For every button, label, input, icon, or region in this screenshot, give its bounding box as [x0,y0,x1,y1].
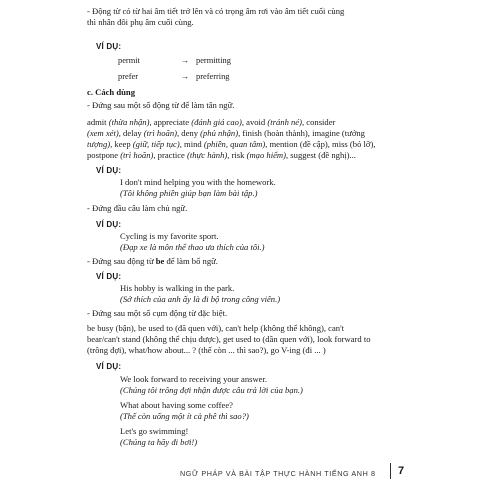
result-word: permitting [196,56,231,65]
example-sentence: His hobby is walking in the park. [120,283,235,293]
example-block [120,283,420,305]
example-translation: (Chúng ta hãy đi bơi!) [120,437,198,447]
example-block [120,177,420,199]
example-label: VÍ DỤ: [96,362,122,371]
example-translation: (Sở thích của anh ấy là đi bộ trong công viên.) [120,294,281,304]
example-translation: (Tôi không phiền giúp bạn làm bài tập.) [120,188,258,198]
example-block [120,231,420,253]
footer-divider [390,463,391,479]
example-label: VÍ DỤ: [96,272,122,281]
base-word: prefer [118,72,138,81]
section-heading: c. Cách dùng [87,87,135,97]
example-translation: (Thế còn uống một ít cà phê thì sao?) [120,411,249,421]
example-sentence: What about having some coffee? [120,400,233,410]
running-footer: NGỮ PHÁP VÀ BÀI TẬP THỰC HÀNH TIẾNG ANH 8 [180,469,376,478]
example-sentence: Cycling is my favorite sport. [120,231,219,241]
intro-line-2: thì nhân đôi phụ âm cuối cùng. [87,17,194,27]
example-label: VÍ DỤ: [96,42,122,51]
base-word: permit [118,56,140,65]
rule-phrasal: - Đứng sau một số cụm động từ đặc biệt. [87,308,228,318]
example-block [120,426,420,448]
phrase-list [87,323,417,356]
rule-subject: - Đứng đầu câu làm chủ ngữ. [87,203,188,213]
example-label: VÍ DỤ: [96,220,122,229]
phrase-list-line: (trông đợi), what/how about... ? (thế còn ... thì sao?), go V-ing (đi ... ) [87,345,326,355]
rule-complement: - Đứng sau động từ be để làm bổ ngữ. [87,256,218,266]
arrow-icon: → [181,72,190,81]
example-sentence: We look forward to receiving your answer. [120,374,268,384]
verb-list-line: admit (thừa nhận), appreciate (đánh giá cao), avoid (tránh né), consider [87,117,336,127]
verb-list-line: postpone (trì hoãn), practice (thực hành), risk (mạo hiểm), suggest (đề nghị)... [87,150,356,160]
intro-rule [87,6,417,28]
example-block [120,374,420,396]
intro-line-1: - Động từ có từ hai âm tiết trở lên và có trọng âm rơi vào âm tiết cuối cùng [87,6,345,16]
rule-object: - Đứng sau một số động từ để làm tân ngữ. [87,100,235,110]
example-translation: (Đạp xe là môn thể thao ưa thích của tôi.) [120,242,265,252]
verb-list-line: tượng), keep (giữ, tiếp tục), mind (phiền, quan tâm), mention (đề cập), miss (bỏ lỡ), [87,139,376,149]
example-label: VÍ DỤ: [96,166,122,175]
page-number: 7 [398,465,405,477]
phrase-list-line: be busy (bận), be used to (đã quen với), can't help (không thể không), can't [87,323,345,333]
example-sentence: Let's go swimming! [120,426,189,436]
arrow-icon: → [181,56,190,65]
verb-list-line: (xem xét), delay (trì hoãn), deny (phủ nhận), finish (hoàn thành), imagine (tưởng [87,128,365,138]
result-word: preferring [196,72,230,81]
verb-list [87,117,417,161]
example-sentence: I don't mind helping you with the homework. [120,177,276,187]
example-block [120,400,420,422]
phrase-list-line: bear/can't stand (không thể chịu được), get used to (dần quen với), look forward to [87,334,371,344]
example-translation: (Chúng tôi trông đợi nhận được câu trả lời của bạn.) [120,385,303,395]
